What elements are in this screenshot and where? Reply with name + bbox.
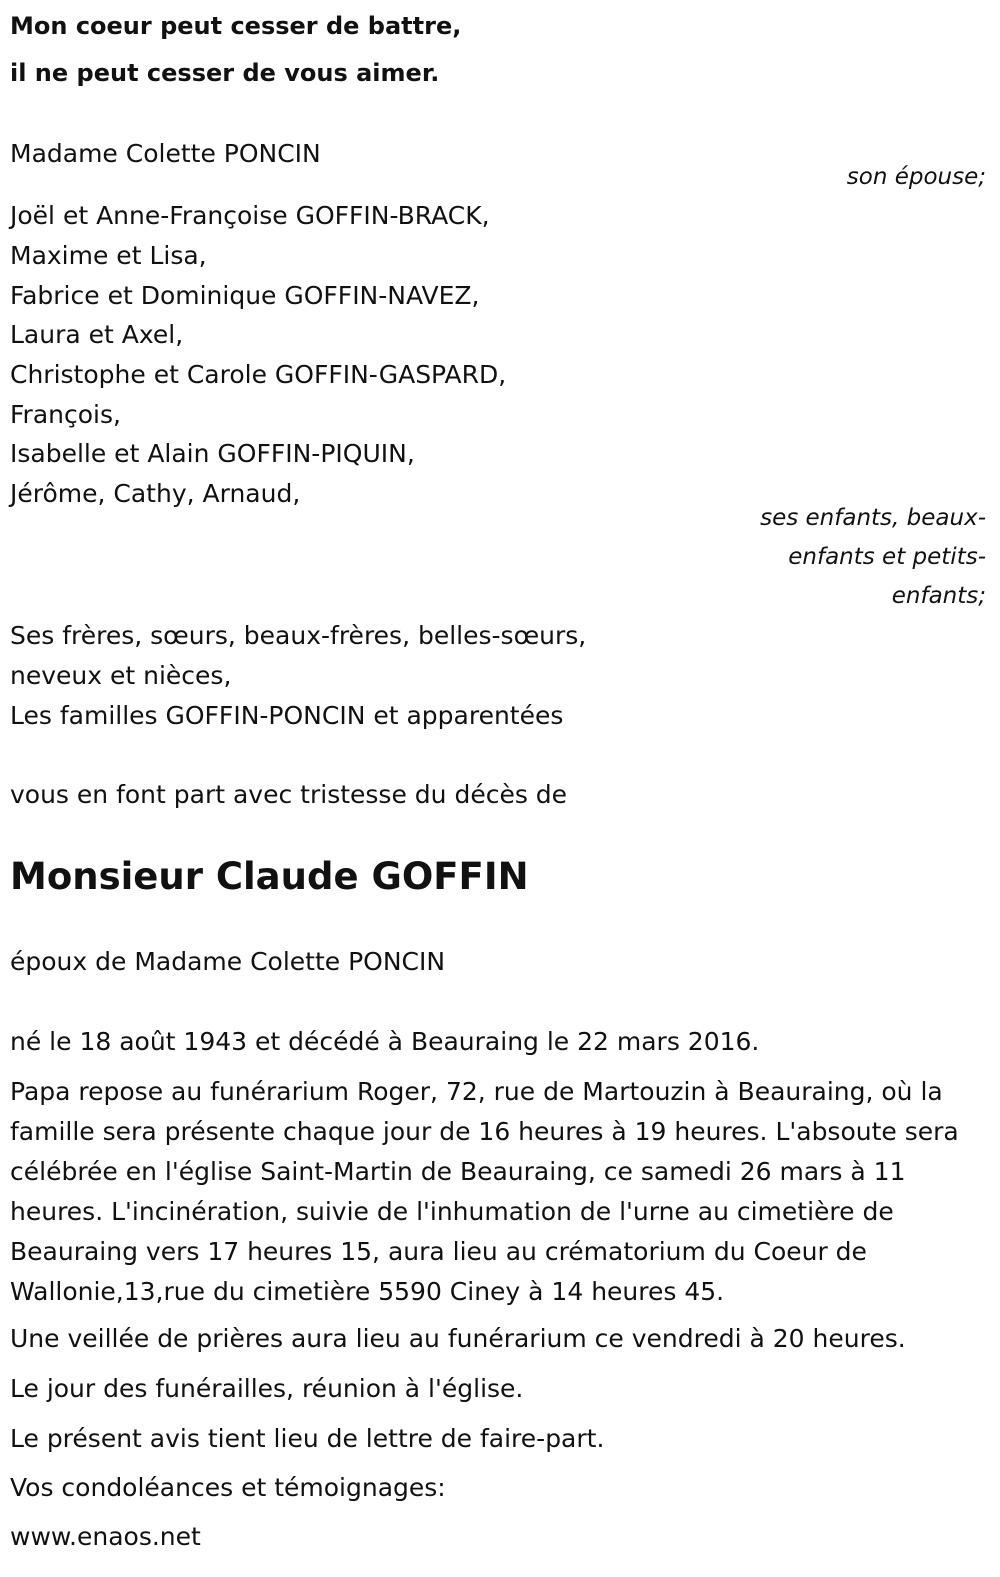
spouse-role: son épouse; <box>846 164 986 190</box>
children-role-line: enfants et petits- <box>788 544 986 570</box>
child-line: Maxime et Lisa, <box>10 241 207 270</box>
child-line: Fabrice et Dominique GOFFIN-NAVEZ, <box>10 281 480 310</box>
relatives-line: Les familles GOFFIN-PONCIN et apparentées <box>10 701 564 730</box>
child-line: François, <box>10 400 121 429</box>
child-line: Laura et Axel, <box>10 320 184 349</box>
meeting-notice: Le jour des funérailles, réunion à l'église. <box>10 1374 524 1403</box>
deceased-name: Monsieur Claude GOFFIN <box>10 855 529 898</box>
spouse-name: Madame Colette PONCIN <box>10 139 321 168</box>
child-line: Jérôme, Cathy, Arnaud, <box>10 479 301 508</box>
faire-part-notice: Le présent avis tient lieu de lettre de faire-part. <box>10 1424 605 1453</box>
condolences-label: Vos condoléances et témoignages: <box>10 1473 446 1502</box>
children-role-line: ses enfants, beaux- <box>760 505 986 531</box>
verse-line-2: il ne peut cesser de vous aimer. <box>10 59 440 87</box>
verse-line-1: Mon coeur peut cesser de battre, <box>10 12 462 40</box>
children-role-line: enfants; <box>891 583 986 609</box>
child-line: Christophe et Carole GOFFIN-GASPARD, <box>10 360 507 389</box>
child-line: Joël et Anne-Françoise GOFFIN-BRACK, <box>10 201 490 230</box>
relatives-line: Ses frères, sœurs, beaux-frères, belles-sœurs, <box>10 621 587 650</box>
website-link[interactable]: www.enaos.net <box>10 1522 201 1551</box>
funeral-details: Papa repose au funérarium Roger, 72, rue de Martouzin à Beauraing, où la famille sera présente chaque jour de 16 heures à 19 heures. L'absoute sera célébrée en l'église Saint-Martin de Beauraing, ce samedi 26 mars à 11 heures. L'incinération, suivie de l'inhumation de l'urne au cimetière de Beauraing vers 17 heures 15, aura lieu au crématorium du Coeur de Wallonie,13,rue du cimetière 5590 Ciney à 14 heures 45. <box>10 1077 959 1306</box>
child-line: Isabelle et Alain GOFFIN-PIQUIN, <box>10 439 415 468</box>
birth-death-dates: né le 18 août 1943 et décédé à Beauraing le 22 mars 2016. <box>10 1027 760 1056</box>
spouse-of: époux de Madame Colette PONCIN <box>10 947 446 976</box>
vigil-notice: Une veillée de prières aura lieu au funérarium ce vendredi à 20 heures. <box>10 1324 906 1353</box>
announcement: vous en font part avec tristesse du décès de <box>10 780 568 809</box>
relatives-line: neveux et nièces, <box>10 661 232 690</box>
